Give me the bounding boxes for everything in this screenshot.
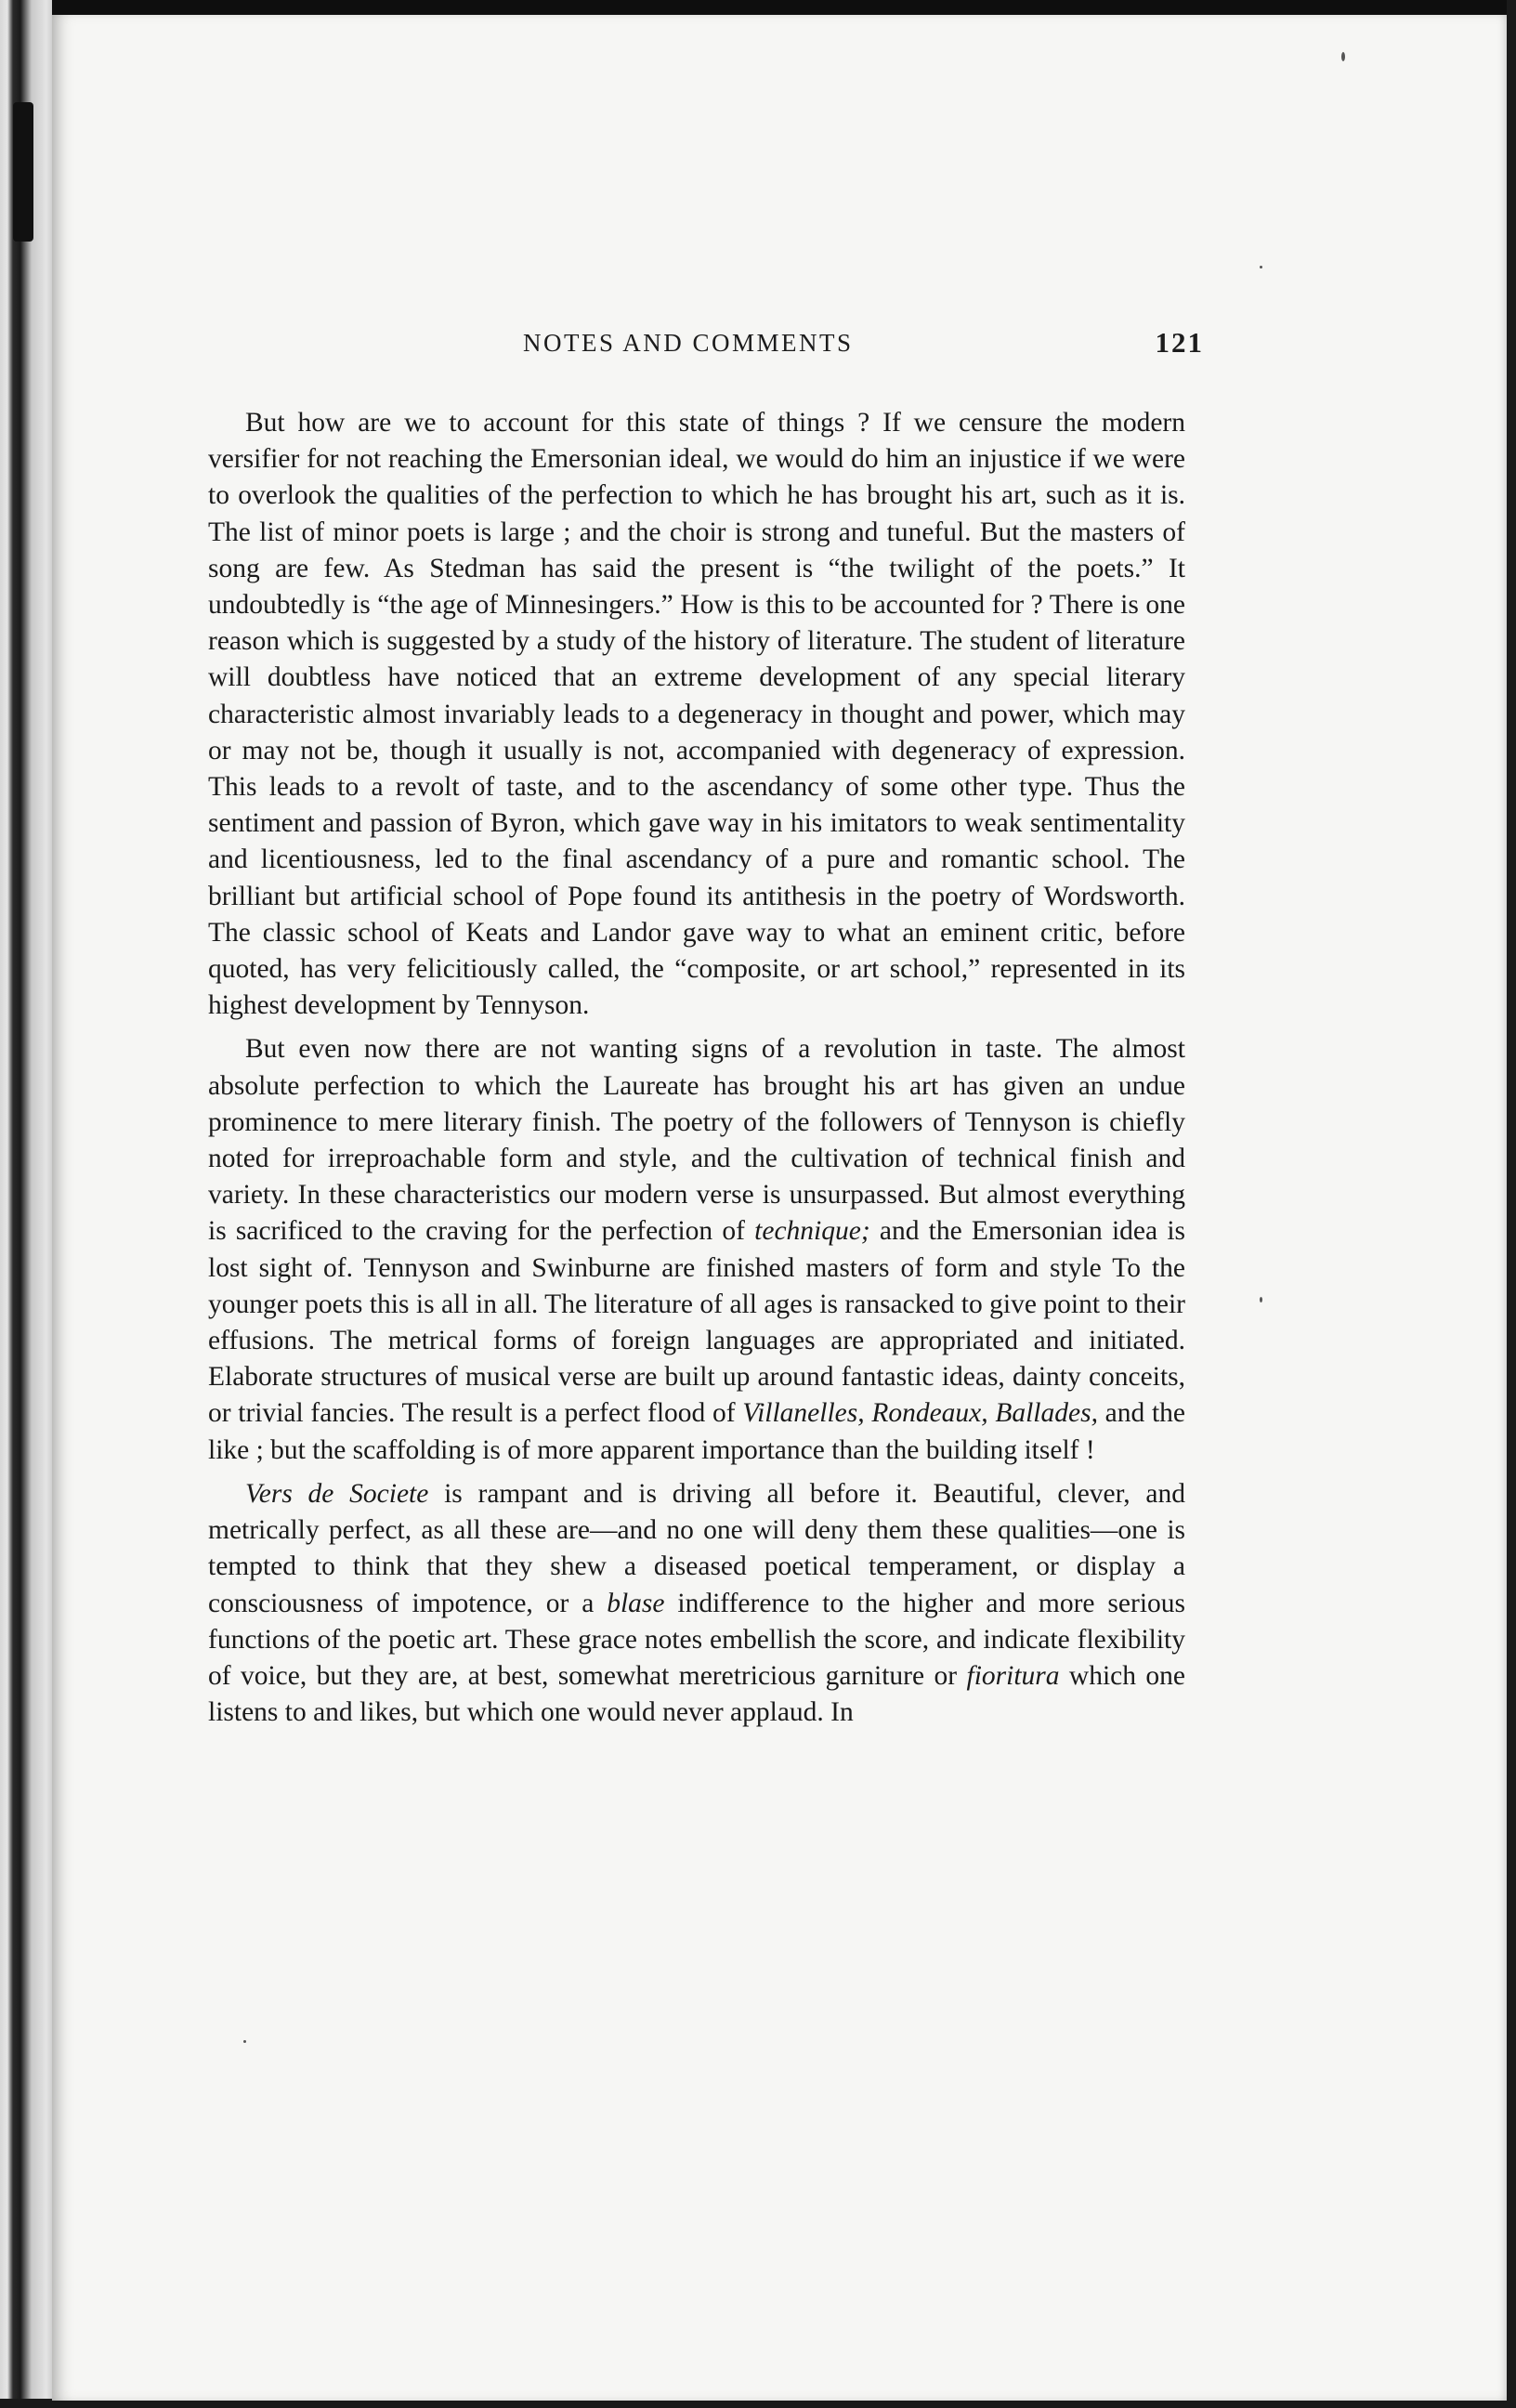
italic-phrase: Villanelles, Rondeaux, Ballades, [742,1398,1098,1429]
running-title: NOTES AND COMMENTS [523,329,854,357]
paragraph [208,1031,1185,1468]
scan-left-edge [0,0,52,2408]
text-run: and the Emersonian idea is lost sight of. Tennyson and Swinburne are finished masters of form and style To the younger poets this is all in all. The literature of all ages is ransacked to give point to their effusions. The metrical forms of foreign languages are appropriated and initiated. Elaborate structures of musical verse are built up around fantastic ideas, dainty conceits, or trivial fancies. The result is a perfect flood of [208,1216,1186,1429]
scan-speck [1260,266,1262,268]
paragraph [208,1476,1185,1731]
italic-phrase: technique; [754,1216,870,1247]
scan-top-edge [0,0,1516,15]
paragraph [208,405,1185,1024]
scan-right-edge [1507,0,1516,2408]
text-run: is rampant and is driving all before it. Beautiful, clever, and metrically perfect, as all these are—and no one will deny them these qualities—one is tempted to think that they shew a diseased poetical temperament, or display a consciousness of impotence, or a [208,1478,1185,1618]
scan-speck [243,2040,246,2043]
text-run: But how are we to account for this state of things ? If we censure the modern versifier for not reaching the Emersonian ideal, we would do him an injustice if we were to overlook the qualities of the perfection to which he has brought his art, such as it is. The list of minor poets is large ; and the choir is strong and tuneful. But the masters of song are few. As Stedman has said the present is “the twilight of the poets.” It undoubtedly is “the age of Minnesingers.” How is this to be accounted for ? There is one reason which is suggested by a study of the history of literature. The student of literature will doubtless have noticed that an extreme development of any special literary characteristic almost invariably leads to a degeneracy in thought and power, which may or may not be, though it usually is not, accompanied with degeneracy of expression. This leads to a revolt of taste, and to the ascendancy of some other type. Thus the sentiment and passion of Byron, which gave way in his imitators to weak sentimentality and licentiousness, led to the final ascendancy of a pure and romantic school. The brilliant but artificial school of Pope found its antithesis in the poetry of Wordsworth. The classic school of Keats and Landor gave way to what an eminent critic, before quoted, has very felicitiously called, the “composite, or art school,” represented in its highest development by Tennyson. [208,408,1185,1021]
scan-speck [1341,52,1345,61]
text-run: and the like ; but the scaffolding is of more apparent importance than the building itself ! [208,1398,1185,1465]
italic-phrase: blase [607,1588,665,1618]
text-run: indifference to the higher and more serious functions of the poetic art. These grace notes embellish the score, and indicate flexibility of voice, but they are, at best, somewhat meretricious garniture or [208,1588,1185,1691]
binding-mark [13,102,33,242]
scan-speck [1260,1297,1262,1302]
italic-phrase: fioritura [966,1660,1060,1691]
running-head [158,326,1204,370]
page-number: 121 [1155,326,1204,359]
text-run: But even now there are not wanting signs of a revolution in taste. The almost absolute perfection to which the Laureate has brought his art has given an undue prominence to mere literary finish. The poetry of the followers of Tennyson is chiefly noted for irreproachable form and style, and the cultivation of technical finish and variety. In these characteristics our modern verse is unsurpassed. But almost everything is sacrificed to the craving for the perfection of [208,1034,1185,1247]
italic-phrase: Vers de Societe [245,1478,429,1509]
body-text [208,405,1185,1731]
text-run: which one listens to and likes, but which one would never applaud. In [208,1660,1186,1728]
